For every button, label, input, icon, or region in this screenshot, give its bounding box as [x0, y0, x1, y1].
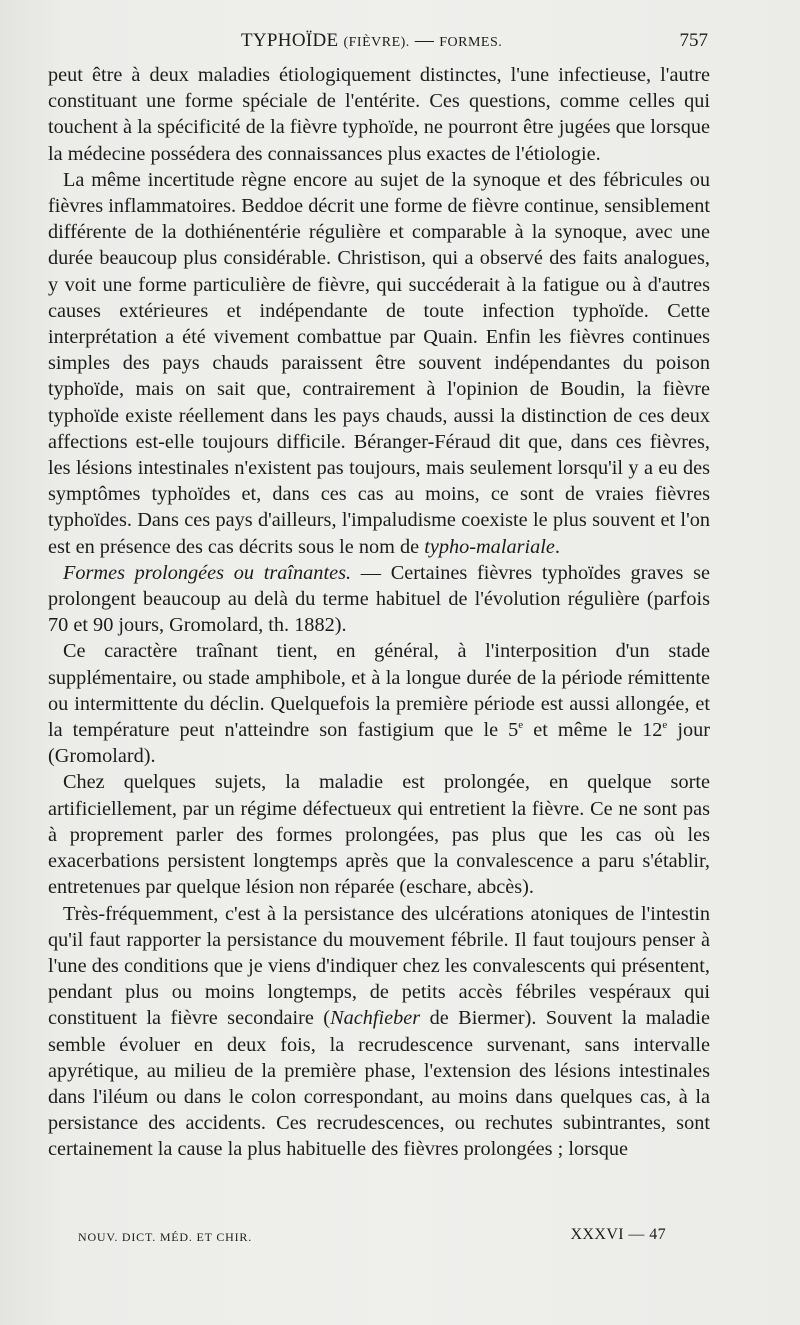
title-paren: (FIÈVRE). — [343, 35, 410, 50]
superscript-e-1: e — [518, 719, 524, 732]
page-footer — [78, 1226, 678, 1248]
paragraph-2-text: La même incertitude règne encore au sujet de la synoque et des fébricules ou fièvres inflammatoires. Beddoe décrit une forme de fièvre continue, sensiblement différente de la dothiénentérie régulière et comparable à la synoque, avec une durée beaucoup plus considérable. Christison, qui a observé des faits analogues, y voit une forme particulière de fièvre, qui succéderait à la fatigue ou à d'autres causes extérieures et indépendante de toute infection typhoïde. Cette interprétation a été vivement combattue par Quain. Enfin les fièvres continues simples des pays chauds paraissent être souvent indépendantes du poison typhoïde, mais on sait que, contrairement à l'opinion de Boudin, la fièvre typhoïde existe réellement dans les pays chauds, aussi la distinction de ces deux affections est-elle toujours difficile. Béranger-Féraud dit que, dans ces fièvres, les lésions intestinales n'existent pas toujours, mais seulement lorsqu'il y a eu des symptômes typhoïdes et, dans ces cas au moins, ce sont de vraies fièvres typhoïdes. Dans ces pays d'ailleurs, l'impaludisme coexiste le plus souvent et l'on est en présence des cas décrits sous le nom de — [48, 168, 710, 558]
paragraph-4-text-a: Ce caractère traînant tient, en général, à l'interposition d'un stade supplémentaire, ou stade amphibole, et à la longue durée de la période rémittente ou intermittente du déclin. Quelquefois la première période est aussi allongée, et la température peut n'atteindre son fastigium que le 5 — [48, 640, 710, 742]
section-heading-prolonged-forms: Formes prolongées ou traînantes. — [63, 561, 352, 584]
paragraph-4-text-c: jour (Gromolard). — [48, 719, 711, 768]
footer-publication: NOUV. DICT. MÉD. ET CHIR. — [78, 1230, 253, 1244]
body-text — [48, 62, 710, 1163]
page-number: 757 — [679, 30, 708, 51]
term-nachfieber: Nachfieber — [330, 1007, 421, 1030]
footer-signature: XXXVI — 47 — [570, 1226, 666, 1243]
paragraph-2-end: . — [554, 535, 560, 558]
paragraph-3 — [48, 560, 710, 639]
paragraph-2 — [48, 167, 710, 560]
paragraph-6-text-b: de Biermer). Souvent la maladie semble évoluer en deux fois, la recrudescence survenant, sans intervalle apyrétique, au milieu de la première phase, l'extension des lésions intestinales dans l'iléum ou dans le colon correspondant, au moins dans quelques cas, à la persistance des accidents. Ces recrudescences, ou rechutes subintrantes, sont certainement la cause la plus habituelle des fièvres prolongées ; lorsque — [48, 1007, 710, 1161]
paragraph-1: peut être à deux maladies étiologiquement distinctes, l'une infectieuse, l'autre constituant une forme spéciale de l'entérite. Ces questions, comme celles qui touchent à la spécificité de la fièvre typhoïde, ne pourront être jugées que lorsque la médecine possédera des connaissances plus exactes de l'étiologie. — [48, 64, 710, 165]
title-main: TYPHOÏDE — [241, 30, 339, 51]
paragraph-6-text-a: Très-fréquemment, c'est à la persistance des ulcérations atoniques de l'intestin qu'il faut rapporter la persistance du mouvement fébrile. Il faut toujours penser à l'une des conditions que je viens d'indiquer chez les convalescents qui présentent, pendant plus ou moins longtemps, de petits accès fébriles vespéraux qui constituent la fièvre secondaire ( — [48, 902, 710, 1030]
paragraph-3-text: — Certaines fièvres typhoïdes graves se prolongent beaucoup au delà du terme habituel de l'évolution régulière (parfois 70 et 90 jours, Gromolard, th. 1882). — [48, 561, 710, 637]
page-header — [48, 30, 710, 56]
paragraph-4 — [48, 638, 710, 769]
title-dash: — — [414, 30, 435, 51]
running-title — [241, 30, 502, 52]
paragraph-5: Chez quelques sujets, la maladie est prolongée, en quelque sorte artificiellement, par un régime défectueux qui entretient la fièvre. Ce ne sont pas à proprement parler des formes prolongées, pas plus que les cas où les exacerbations persistent longtemps après que la convalescence a paru s'établir, entretenues par quelque lésion non réparée (eschare, abcès). — [48, 771, 710, 899]
superscript-e-2: e — [662, 719, 668, 732]
paragraph-4-text-b: et même le 12 — [523, 719, 663, 742]
term-typho-malariale: typho-malariale — [424, 535, 555, 558]
title-section: FORMES. — [439, 35, 503, 50]
paragraph-6 — [48, 901, 710, 1163]
